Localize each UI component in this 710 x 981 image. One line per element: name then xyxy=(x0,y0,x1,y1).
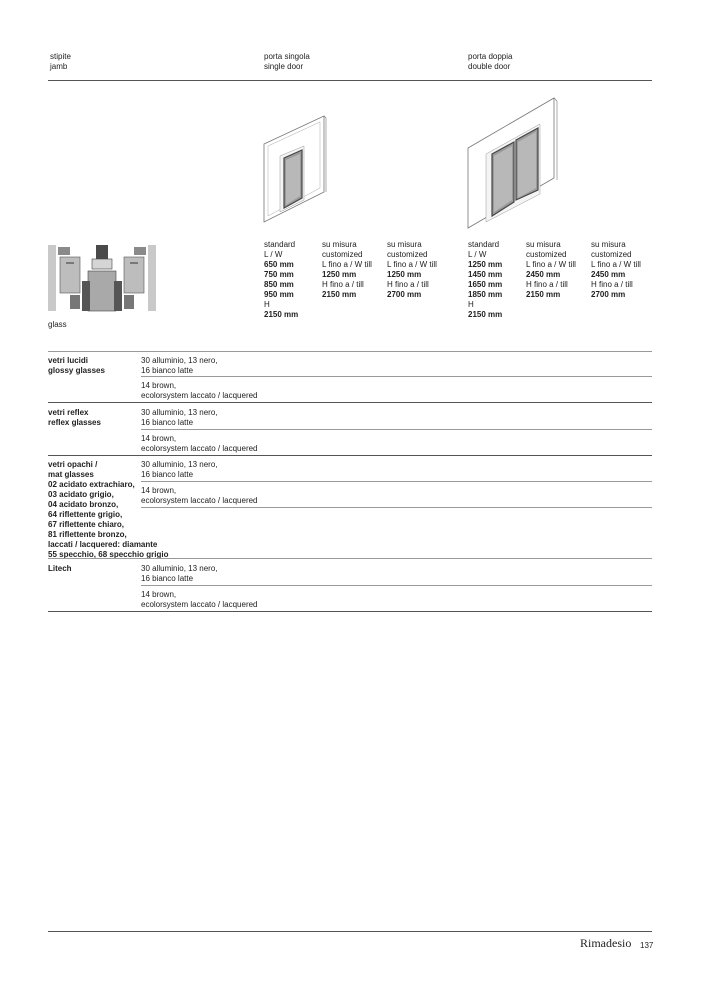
table-rule xyxy=(48,455,652,456)
table-row-option xyxy=(141,564,218,584)
col-header-double-door xyxy=(468,52,512,72)
page-number: 137 xyxy=(640,941,654,950)
spec-line: H xyxy=(264,300,270,309)
option-line: 16 bianco latte xyxy=(141,366,194,375)
double-custom2-spec xyxy=(591,240,641,300)
row-label-line: vetri reflex xyxy=(48,408,89,417)
row-label-line: 02 acidato extrachiaro, xyxy=(48,480,135,489)
table-row-label xyxy=(48,356,105,376)
spec-value: 2450 mm xyxy=(526,270,561,279)
single-custom2-spec xyxy=(387,240,437,300)
col-header-en: double door xyxy=(468,62,511,71)
double-custom1-spec xyxy=(526,240,576,300)
spec-value: 1250 mm xyxy=(468,260,503,269)
spec-value: 850 mm xyxy=(264,280,294,289)
spec-line: customized xyxy=(322,250,363,259)
jamb-section-drawing xyxy=(48,243,156,313)
spec-line: L fino a / W till xyxy=(322,260,372,269)
spec-line: standard xyxy=(264,240,296,249)
table-subrule xyxy=(141,481,652,482)
table-row-option xyxy=(141,381,258,401)
option-line: ecolorsystem laccato / lacquered xyxy=(141,600,258,609)
col-header-en: jamb xyxy=(50,62,68,71)
single-standard-spec xyxy=(264,240,298,320)
spec-line: standard xyxy=(468,240,500,249)
spec-line: customized xyxy=(526,250,567,259)
spec-value: 650 mm xyxy=(264,260,294,269)
row-label-line: 64 riflettente grigio, xyxy=(48,510,123,519)
col-header-it: porta doppia xyxy=(468,52,513,61)
col-header-en: single door xyxy=(264,62,304,71)
row-label-line: vetri opachi / xyxy=(48,460,98,469)
spec-line: su misura xyxy=(591,240,626,249)
option-line: 16 bianco latte xyxy=(141,574,194,583)
spec-line: H fino a / till xyxy=(591,280,633,289)
table-row-option xyxy=(141,460,218,480)
table-subrule xyxy=(141,585,652,586)
table-row-option xyxy=(141,356,218,376)
single-door-illustration xyxy=(262,114,328,226)
table-subrule xyxy=(141,429,652,430)
table-row-option xyxy=(141,408,218,428)
spec-line: L fino a / W till xyxy=(591,260,641,269)
table-rule xyxy=(48,558,652,559)
spec-line: L / W xyxy=(264,250,283,259)
row-label-line: 04 acidato bronzo, xyxy=(48,500,119,509)
row-label-line: reflex glasses xyxy=(48,418,101,427)
col-header-single-door xyxy=(264,52,310,72)
table-rule xyxy=(48,351,652,352)
row-label-line: vetri lucidi xyxy=(48,356,89,365)
spec-value: 750 mm xyxy=(264,270,294,279)
option-line: ecolorsystem laccato / lacquered xyxy=(141,391,258,400)
spec-value: 1650 mm xyxy=(468,280,503,289)
spec-value: 2150 mm xyxy=(322,290,357,299)
spec-value: 1450 mm xyxy=(468,270,503,279)
header-rule xyxy=(48,80,652,81)
spec-line: customized xyxy=(387,250,428,259)
option-line: 30 alluminio, 13 nero, xyxy=(141,408,218,417)
spec-line: H fino a / till xyxy=(322,280,364,289)
spec-line: L fino a / W till xyxy=(526,260,576,269)
row-label-line: 03 acidato grigio, xyxy=(48,490,114,499)
row-label-line: Litech xyxy=(48,564,72,573)
footer-rule xyxy=(48,931,652,932)
spec-line: H fino a / till xyxy=(387,280,429,289)
option-line: 14 brown, xyxy=(141,486,177,495)
option-line: 16 bianco latte xyxy=(141,470,194,479)
spec-line: H xyxy=(468,300,474,309)
spec-value: 2450 mm xyxy=(591,270,626,279)
option-line: ecolorsystem laccato / lacquered xyxy=(141,496,258,505)
row-label-line: glossy glasses xyxy=(48,366,105,375)
spec-line: su misura xyxy=(387,240,422,249)
spec-line: H fino a / till xyxy=(526,280,568,289)
table-subrule xyxy=(141,507,652,508)
spec-line: L / W xyxy=(468,250,487,259)
option-line: 16 bianco latte xyxy=(141,418,194,427)
table-row-label xyxy=(48,564,72,574)
spec-value: 2150 mm xyxy=(468,310,503,319)
row-label-line: 81 riflettente bronzo, xyxy=(48,530,127,539)
spec-value: 2150 mm xyxy=(526,290,561,299)
table-row-label xyxy=(48,408,101,428)
spec-line: customized xyxy=(591,250,632,259)
table-subrule xyxy=(141,376,652,377)
col-header-jamb xyxy=(50,52,71,72)
option-line: 30 alluminio, 13 nero, xyxy=(141,564,218,573)
row-label-line: laccati / lacquered: diamante xyxy=(48,540,158,549)
spec-value: 950 mm xyxy=(264,290,294,299)
spec-line: L fino a / W till xyxy=(387,260,437,269)
double-standard-spec xyxy=(468,240,502,320)
option-line: ecolorsystem laccato / lacquered xyxy=(141,444,258,453)
option-line: 14 brown, xyxy=(141,381,177,390)
table-rule xyxy=(48,611,652,612)
option-line: 30 alluminio, 13 nero, xyxy=(141,356,218,365)
row-label-line: 55 specchio, 68 specchio grigio xyxy=(48,550,169,559)
brand-logo: Rimadesio xyxy=(580,936,632,950)
table-rule xyxy=(48,402,652,403)
option-line: 14 brown, xyxy=(141,590,177,599)
spec-value: 1250 mm xyxy=(387,270,422,279)
spec-line: su misura xyxy=(322,240,357,249)
spec-value: 2700 mm xyxy=(387,290,422,299)
spec-value: 1250 mm xyxy=(322,270,357,279)
table-row-option xyxy=(141,434,258,454)
option-line: 14 brown, xyxy=(141,434,177,443)
table-row-option xyxy=(141,486,258,506)
table-row-option xyxy=(141,590,258,610)
row-label-line: 67 riflettente chiaro, xyxy=(48,520,125,529)
double-door-illustration xyxy=(466,96,562,230)
spec-value: 2150 mm xyxy=(264,310,299,319)
col-header-it: stipite xyxy=(50,52,71,61)
single-custom1-spec xyxy=(322,240,372,300)
glass-label: glass xyxy=(48,320,67,329)
spec-value: 1850 mm xyxy=(468,290,503,299)
row-label-line: mat glasses xyxy=(48,470,94,479)
col-header-it: porta singola xyxy=(264,52,310,61)
spec-value: 2700 mm xyxy=(591,290,626,299)
spec-line: su misura xyxy=(526,240,561,249)
option-line: 30 alluminio, 13 nero, xyxy=(141,460,218,469)
